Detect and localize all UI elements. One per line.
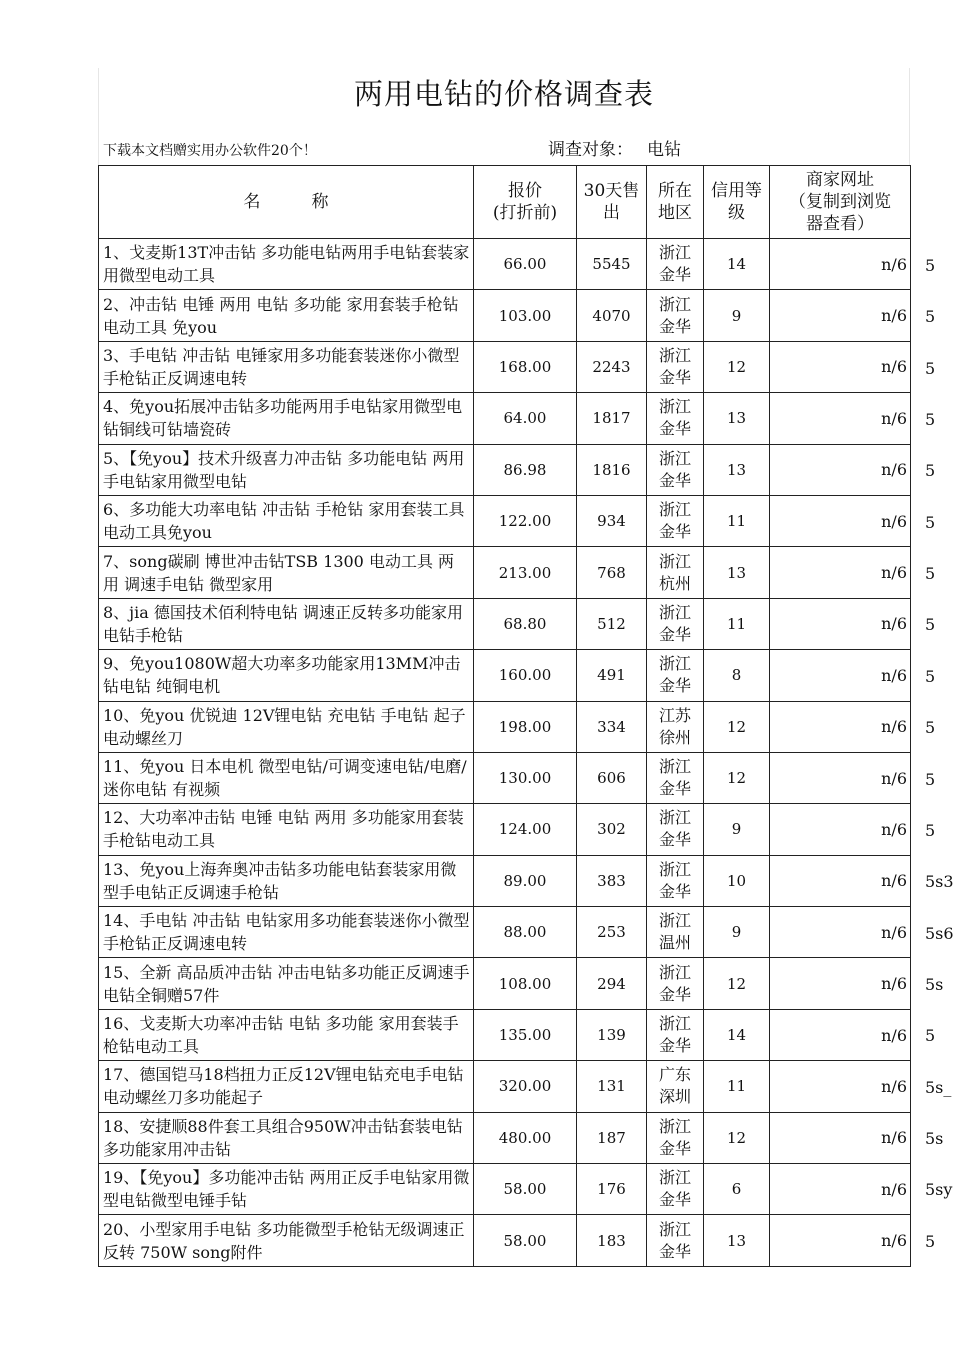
url-overflow-text: 5 <box>925 410 936 430</box>
product-name-cell: 5、【免you】技术升级喜力冲击钻 多功能电钻 两用手电钻家用微型电钻 <box>99 444 474 495</box>
credit-cell: 14 <box>704 1009 770 1060</box>
sales-cell: 334 <box>577 701 647 752</box>
url-overflow-text: 5 <box>925 1026 936 1046</box>
credit-cell: 6 <box>704 1164 770 1215</box>
table-row <box>99 701 911 752</box>
url-overflow-text: 5 <box>925 820 936 840</box>
credit-cell: 12 <box>704 701 770 752</box>
credit-cell: 9 <box>704 907 770 958</box>
product-name-cell: 10、免you 优锐迪 12V锂电钻 充电钻 手电钻 起子电动螺丝刀 <box>99 701 474 752</box>
price-table <box>98 165 911 1267</box>
region-cell: 浙江 温州 <box>647 907 704 958</box>
header-price: 报价 (打折前) <box>474 166 577 239</box>
url-cell[interactable]: n/6 <box>770 907 911 958</box>
region-cell: 浙江 杭州 <box>647 547 704 598</box>
url-overflow-text: 5 <box>925 307 936 327</box>
credit-cell: 9 <box>704 290 770 341</box>
url-overflow-text: 5s <box>925 1128 944 1148</box>
region-cell: 浙江 金华 <box>647 239 704 290</box>
url-cell[interactable]: n/6 <box>770 341 911 392</box>
region-cell: 浙江 金华 <box>647 1164 704 1215</box>
sales-cell: 491 <box>577 650 647 701</box>
sales-cell: 253 <box>577 907 647 958</box>
product-name-cell: 3、手电钻 冲击钻 电锤家用多功能套装迷你小微型手枪钻正反调速电转 <box>99 341 474 392</box>
price-cell: 58.00 <box>474 1164 577 1215</box>
credit-cell: 12 <box>704 1112 770 1163</box>
region-cell: 广东 深圳 <box>647 1061 704 1112</box>
credit-cell: 11 <box>704 598 770 649</box>
product-name-cell: 4、免you拓展冲击钻多功能两用手电钻家用微型电钻铜线可钻墙瓷砖 <box>99 393 474 444</box>
price-cell: 88.00 <box>474 907 577 958</box>
product-name-cell: 19、【免you】多功能冲击钻 两用正反手电钻家用微型电钻微型电锤手钻 <box>99 1164 474 1215</box>
price-cell: 480.00 <box>474 1112 577 1163</box>
header-credit: 信用等 级 <box>704 166 770 239</box>
table-row <box>99 1009 911 1060</box>
url-cell[interactable]: n/6 <box>770 495 911 546</box>
region-cell: 浙江 金华 <box>647 290 704 341</box>
url-cell[interactable]: n/6 <box>770 547 911 598</box>
region-cell: 浙江 金华 <box>647 341 704 392</box>
sales-cell: 606 <box>577 752 647 803</box>
credit-cell: 12 <box>704 958 770 1009</box>
url-overflow-text: 5 <box>925 512 936 532</box>
region-cell: 浙江 金华 <box>647 1009 704 1060</box>
table-row <box>99 1112 911 1163</box>
table-row <box>99 958 911 1009</box>
region-cell: 浙江 金华 <box>647 1215 704 1266</box>
url-overflow-text: 5 <box>925 666 936 686</box>
region-cell: 浙江 金华 <box>647 598 704 649</box>
url-cell[interactable]: n/6 <box>770 958 911 1009</box>
sales-cell: 5545 <box>577 239 647 290</box>
table-row <box>99 804 911 855</box>
survey-target-label: 调查对象： <box>548 140 633 160</box>
product-name-cell: 6、多功能大功率电钻 冲击钻 手枪钻 家用套装工具 电动工具免you <box>99 495 474 546</box>
header-row <box>99 166 911 239</box>
sales-cell: 176 <box>577 1164 647 1215</box>
price-cell: 130.00 <box>474 752 577 803</box>
url-cell[interactable]: n/6 <box>770 752 911 803</box>
credit-cell: 14 <box>704 239 770 290</box>
credit-cell: 9 <box>704 804 770 855</box>
sales-cell: 934 <box>577 495 647 546</box>
price-cell: 122.00 <box>474 495 577 546</box>
price-cell: 103.00 <box>474 290 577 341</box>
header-url: 商家网址 （复制到浏览 器查看） <box>770 166 911 239</box>
url-cell[interactable]: n/6 <box>770 393 911 444</box>
credit-cell: 13 <box>704 393 770 444</box>
price-cell: 64.00 <box>474 393 577 444</box>
product-name-cell: 13、免you上海奔奥冲击钻多功能电钻套装家用微型手电钻正反调速手枪钻 <box>99 855 474 906</box>
product-name-cell: 7、song碳刷 博世冲击钻TSB 1300 电动工具 两用 调速手电钻 微型家用 <box>99 547 474 598</box>
sales-cell: 1816 <box>577 444 647 495</box>
price-cell: 160.00 <box>474 650 577 701</box>
table-row <box>99 598 911 649</box>
url-overflow-text: 5 <box>925 718 936 738</box>
table-row <box>99 341 911 392</box>
product-name-cell: 9、免you1080W超大功率多功能家用13MM冲击钻电钻 纯铜电机 <box>99 650 474 701</box>
price-cell: 135.00 <box>474 1009 577 1060</box>
url-overflow-text: 5 <box>925 769 936 789</box>
table-row <box>99 907 911 958</box>
sales-cell: 383 <box>577 855 647 906</box>
url-overflow-text: 5s <box>925 974 944 994</box>
url-cell[interactable]: n/6 <box>770 598 911 649</box>
url-cell[interactable]: n/6 <box>770 239 911 290</box>
price-cell: 168.00 <box>474 341 577 392</box>
credit-cell: 12 <box>704 341 770 392</box>
price-cell: 68.80 <box>474 598 577 649</box>
sales-cell: 4070 <box>577 290 647 341</box>
url-cell[interactable]: n/6 <box>770 1112 911 1163</box>
product-name-cell: 16、戈麦斯大功率冲击钻 电钻 多功能 家用套装手枪钻电动工具 <box>99 1009 474 1060</box>
product-name-cell: 1、戈麦斯13T冲击钻 多功能电钻两用手电钻套装家用微型电动工具 <box>99 239 474 290</box>
header-region: 所在 地区 <box>647 166 704 239</box>
url-cell[interactable]: n/6 <box>770 1061 911 1112</box>
url-cell[interactable]: n/6 <box>770 1215 911 1266</box>
sales-cell: 1817 <box>577 393 647 444</box>
credit-cell: 10 <box>704 855 770 906</box>
table-row <box>99 1061 911 1112</box>
price-cell: 198.00 <box>474 701 577 752</box>
price-cell: 213.00 <box>474 547 577 598</box>
product-name-cell: 8、jia 德国技术佰利特电钻 调速正反转多功能家用电钻手枪钻 <box>99 598 474 649</box>
credit-cell: 11 <box>704 1061 770 1112</box>
region-cell: 浙江 金华 <box>647 752 704 803</box>
header-sales: 30天售 出 <box>577 166 647 239</box>
sales-cell: 512 <box>577 598 647 649</box>
region-cell: 浙江 金华 <box>647 855 704 906</box>
region-cell: 浙江 金华 <box>647 804 704 855</box>
sales-cell: 302 <box>577 804 647 855</box>
price-cell: 124.00 <box>474 804 577 855</box>
url-overflow-text: 5 <box>925 461 936 481</box>
sales-cell: 294 <box>577 958 647 1009</box>
product-name-cell: 14、手电钻 冲击钻 电钻家用多功能套装迷你小微型手枪钻正反调速电转 <box>99 907 474 958</box>
url-cell[interactable]: n/6 <box>770 444 911 495</box>
table-row <box>99 547 911 598</box>
url-cell[interactable]: n/6 <box>770 650 911 701</box>
region-cell: 浙江 金华 <box>647 393 704 444</box>
credit-cell: 13 <box>704 547 770 598</box>
credit-cell: 13 <box>704 444 770 495</box>
table-row <box>99 650 911 701</box>
url-cell[interactable]: n/6 <box>770 701 911 752</box>
table-row <box>99 1215 911 1266</box>
url-cell[interactable]: n/6 <box>770 290 911 341</box>
url-cell[interactable]: n/6 <box>770 804 911 855</box>
region-cell: 浙江 金华 <box>647 1112 704 1163</box>
region-cell: 浙江 金华 <box>647 650 704 701</box>
url-cell[interactable]: n/6 <box>770 855 911 906</box>
url-overflow-text: 5s_ <box>925 1077 952 1097</box>
url-overflow-text: 5 <box>925 615 936 635</box>
price-cell: 58.00 <box>474 1215 577 1266</box>
url-cell[interactable]: n/6 <box>770 1164 911 1215</box>
url-cell[interactable]: n/6 <box>770 1009 911 1060</box>
price-cell: 66.00 <box>474 239 577 290</box>
url-overflow-text: 5s6 <box>925 923 954 943</box>
price-cell: 320.00 <box>474 1061 577 1112</box>
product-name-cell: 20、小型家用手电钻 多功能微型手枪钻无级调速正反转 750W song附件 <box>99 1215 474 1266</box>
table-row <box>99 752 911 803</box>
credit-cell: 11 <box>704 495 770 546</box>
price-cell: 108.00 <box>474 958 577 1009</box>
product-name-cell: 12、大功率冲击钻 电锤 电钻 两用 多功能家用套装手枪钻电动工具 <box>99 804 474 855</box>
page-title: 两用电钻的价格调查表 <box>353 77 654 111</box>
credit-cell: 12 <box>704 752 770 803</box>
url-overflow-text: 5 <box>925 1231 936 1251</box>
sales-cell: 187 <box>577 1112 647 1163</box>
table-row <box>99 239 911 290</box>
table-row <box>99 290 911 341</box>
download-note: 下载本文档赠实用办公软件20个！ <box>103 143 317 159</box>
sales-cell: 139 <box>577 1009 647 1060</box>
region-cell: 浙江 金华 <box>647 495 704 546</box>
table-row <box>99 444 911 495</box>
survey-target-value: 电钻 <box>647 140 681 160</box>
url-overflow-text: 5 <box>925 358 936 378</box>
sales-cell: 768 <box>577 547 647 598</box>
table-row <box>99 855 911 906</box>
url-overflow-text: 5 <box>925 256 936 275</box>
credit-cell: 13 <box>704 1215 770 1266</box>
product-name-cell: 17、德国铠马18档扭力正反12V锂电钻充电手电钻电动螺丝刀多功能起子 <box>99 1061 474 1112</box>
table-row <box>99 495 911 546</box>
sales-cell: 183 <box>577 1215 647 1266</box>
product-name-cell: 18、安捷顺88件套工具组合950W冲击钻套装电钻多功能家用冲击钻 <box>99 1112 474 1163</box>
region-cell: 江苏 徐州 <box>647 701 704 752</box>
price-cell: 86.98 <box>474 444 577 495</box>
region-cell: 浙江 金华 <box>647 958 704 1009</box>
product-name-cell: 11、免you 日本电机 微型电钻/可调变速电钻/电磨/迷你电钻 有视频 <box>99 752 474 803</box>
price-cell: 89.00 <box>474 855 577 906</box>
header-name: 名 称 <box>99 166 474 239</box>
sales-cell: 131 <box>577 1061 647 1112</box>
table-row <box>99 393 911 444</box>
product-name-cell: 2、冲击钻 电锤 两用 电钻 多功能 家用套装手枪钻电动工具 免you <box>99 290 474 341</box>
url-overflow-text: 5s3 <box>925 872 954 892</box>
region-cell: 浙江 金华 <box>647 444 704 495</box>
sales-cell: 2243 <box>577 341 647 392</box>
credit-cell: 8 <box>704 650 770 701</box>
table-row <box>99 1164 911 1215</box>
url-overflow-text: 5 <box>925 564 936 584</box>
survey-target <box>548 135 681 160</box>
url-overflow-text: 5sy <box>925 1180 953 1200</box>
product-name-cell: 15、全新 高品质冲击钻 冲击电钻多功能正反调速手电钻全铜赠57件 <box>99 958 474 1009</box>
